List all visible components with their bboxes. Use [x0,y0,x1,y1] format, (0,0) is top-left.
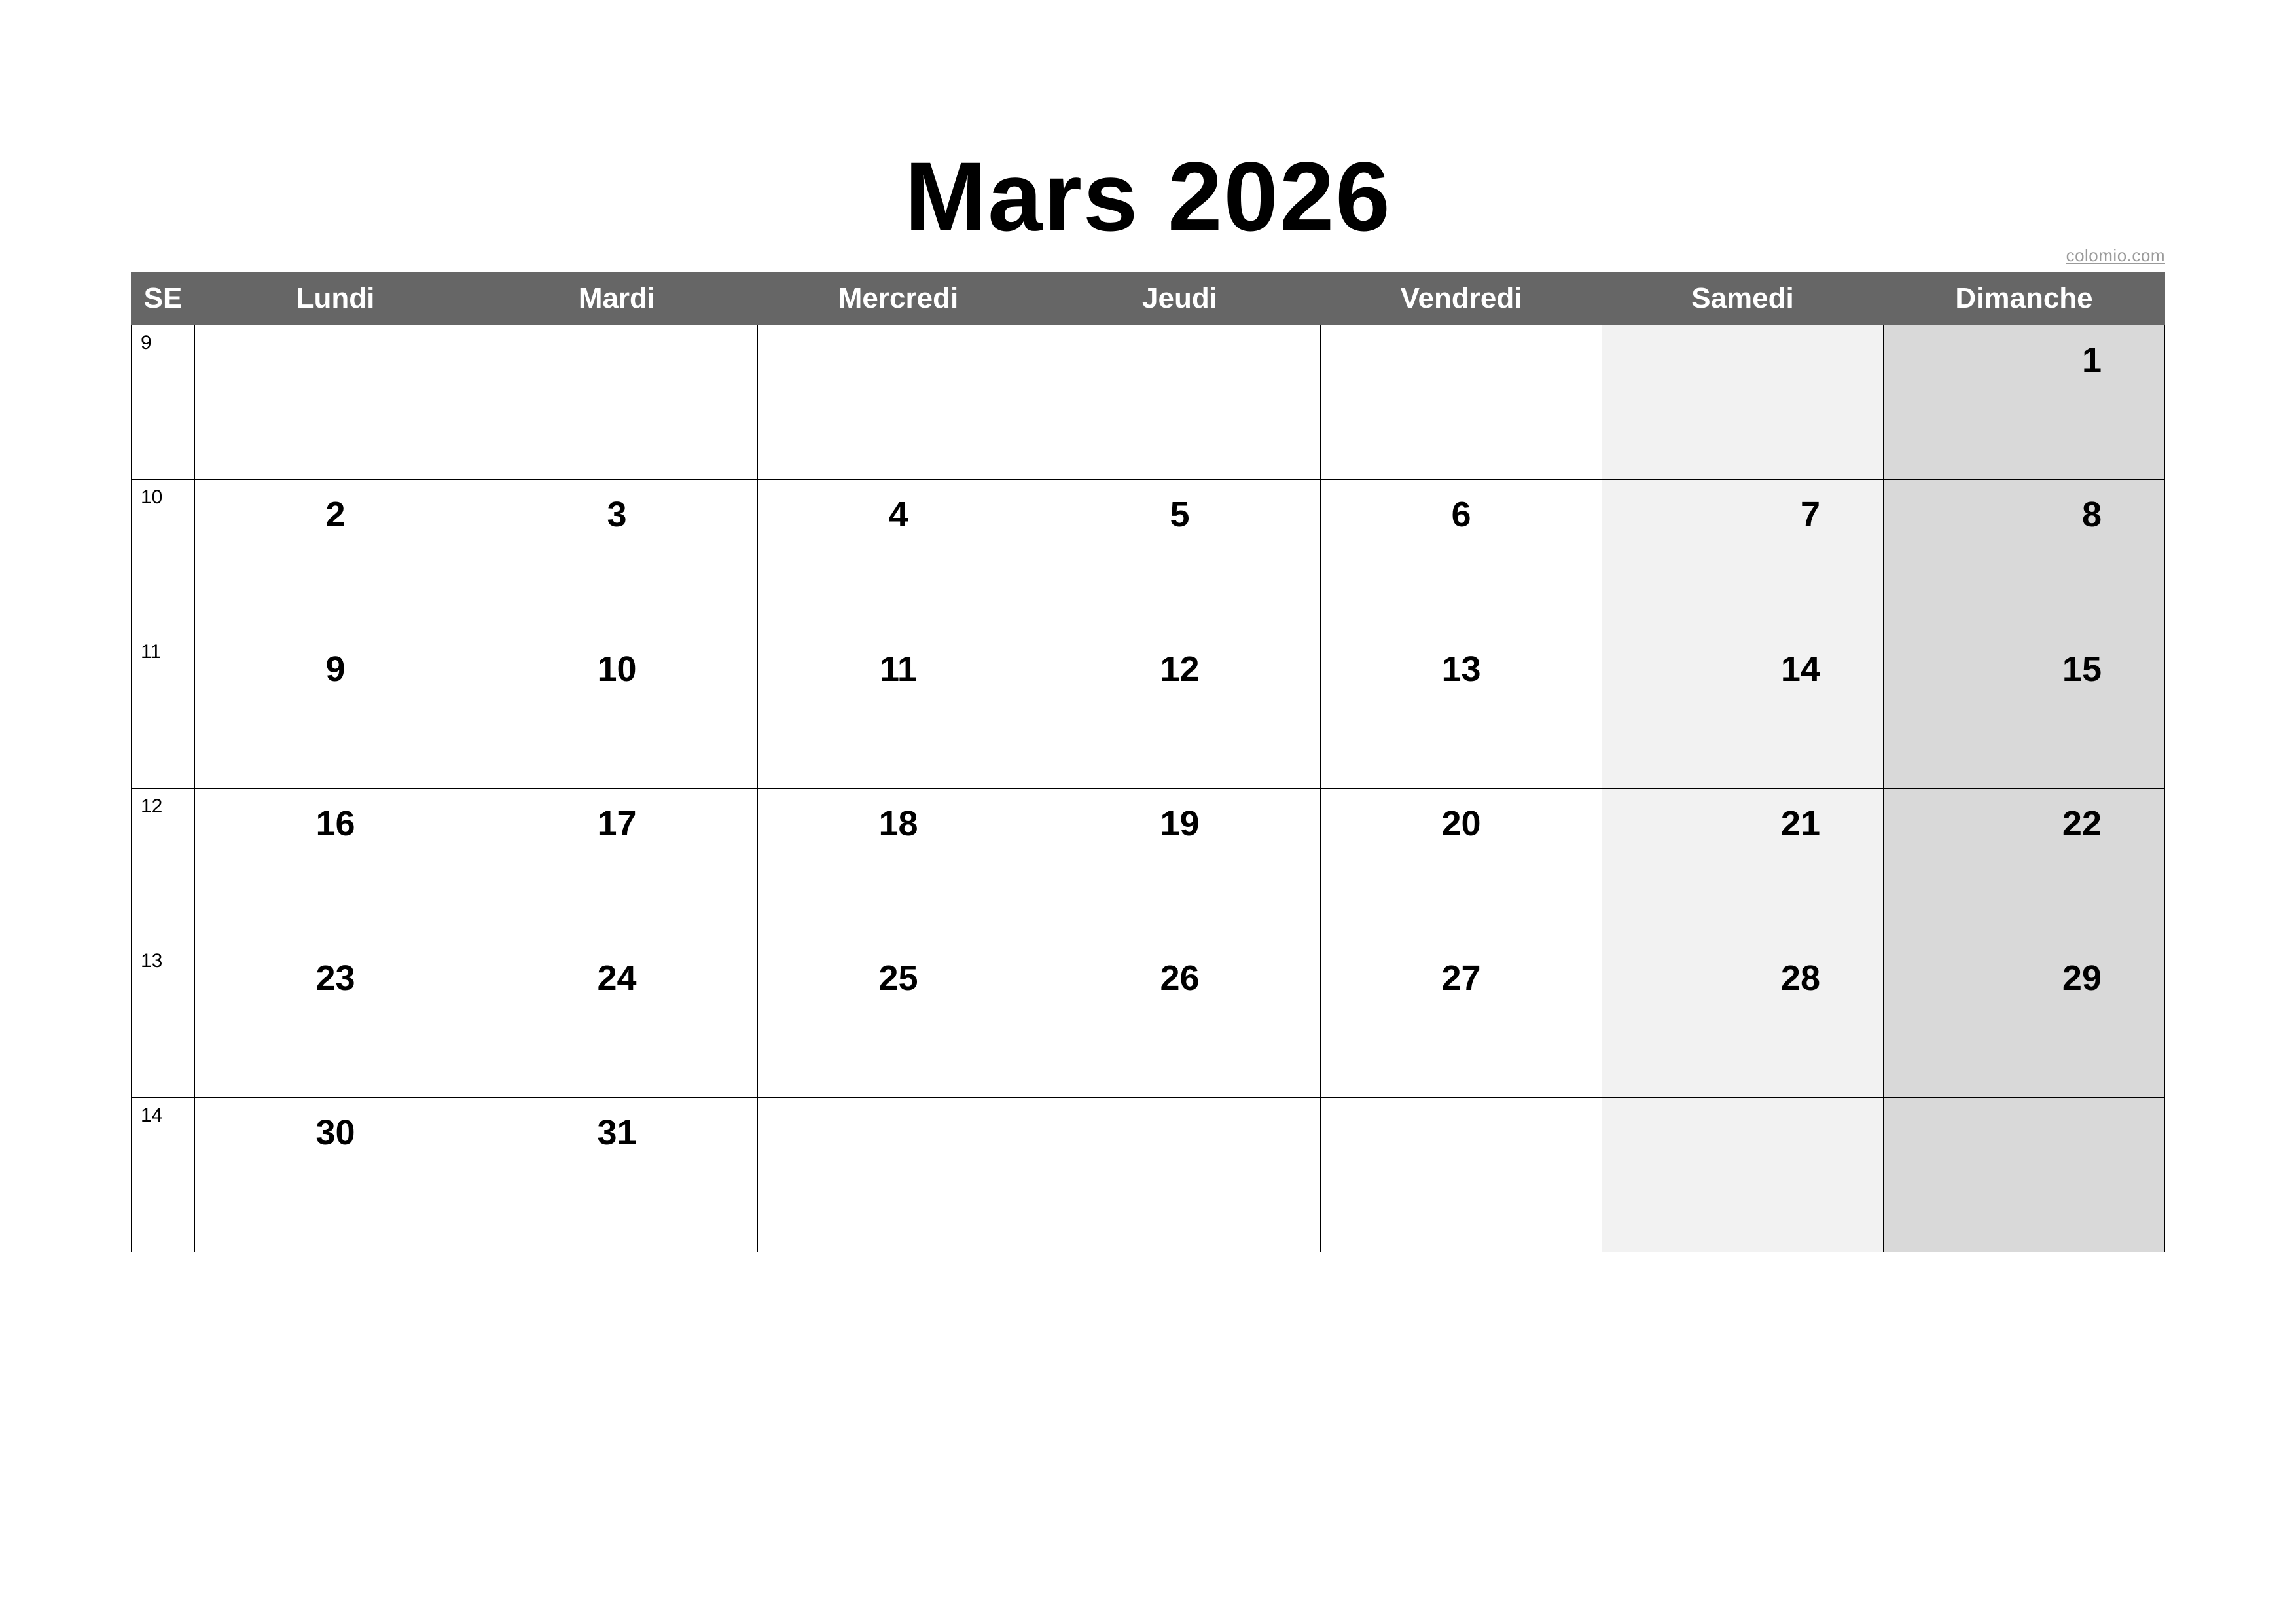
header-row [132,272,2165,325]
week-number: 13 [132,943,195,1098]
day-cell[interactable]: 21 [1602,789,1884,943]
day-cell[interactable] [1039,325,1321,480]
header-day-mardi: Mardi [476,272,758,325]
header-week-number: SE [132,272,195,325]
day-cell[interactable]: 13 [1321,634,1602,789]
header-day-lundi: Lundi [195,272,476,325]
day-cell[interactable]: 26 [1039,943,1321,1098]
day-cell[interactable]: 16 [195,789,476,943]
day-cell[interactable]: 12 [1039,634,1321,789]
day-cell[interactable]: 10 [476,634,758,789]
week-number: 10 [132,480,195,634]
week-row [132,1098,2165,1252]
page-title: Mars 2026 [905,141,1391,251]
day-cell[interactable] [1602,325,1884,480]
day-cell[interactable] [1321,325,1602,480]
day-cell[interactable]: 28 [1602,943,1884,1098]
day-cell[interactable]: 23 [195,943,476,1098]
calendar-body [132,325,2165,1252]
day-cell[interactable] [1039,1098,1321,1252]
week-row [132,480,2165,634]
day-cell[interactable] [476,325,758,480]
day-cell[interactable] [1602,1098,1884,1252]
day-cell[interactable]: 25 [758,943,1039,1098]
calendar-container [131,272,2165,1252]
calendar-header [132,272,2165,325]
day-cell[interactable]: 24 [476,943,758,1098]
day-cell[interactable]: 5 [1039,480,1321,634]
week-number: 14 [132,1098,195,1252]
week-row [132,789,2165,943]
day-cell[interactable] [1884,1098,2165,1252]
day-cell[interactable]: 3 [476,480,758,634]
day-cell[interactable]: 31 [476,1098,758,1252]
week-number: 11 [132,634,195,789]
day-cell[interactable]: 22 [1884,789,2165,943]
day-cell[interactable]: 15 [1884,634,2165,789]
week-row [132,634,2165,789]
day-cell[interactable]: 1 [1884,325,2165,480]
day-cell[interactable] [758,325,1039,480]
week-number: 9 [132,325,195,480]
day-cell[interactable] [1321,1098,1602,1252]
day-cell[interactable] [758,1098,1039,1252]
day-cell[interactable]: 17 [476,789,758,943]
week-row [132,943,2165,1098]
header-day-samedi: Samedi [1602,272,1884,325]
day-cell[interactable]: 7 [1602,480,1884,634]
day-cell[interactable]: 27 [1321,943,1602,1098]
day-cell[interactable]: 19 [1039,789,1321,943]
day-cell[interactable] [195,325,476,480]
site-watermark: colomio.com [2066,246,2165,265]
header-day-jeudi: Jeudi [1039,272,1321,325]
day-cell[interactable]: 6 [1321,480,1602,634]
day-cell[interactable]: 14 [1602,634,1884,789]
day-cell[interactable]: 11 [758,634,1039,789]
day-cell[interactable]: 4 [758,480,1039,634]
calendar-table [131,272,2165,1252]
header-day-vendredi: Vendredi [1321,272,1602,325]
day-cell[interactable]: 20 [1321,789,1602,943]
week-row [132,325,2165,480]
day-cell[interactable]: 9 [195,634,476,789]
day-cell[interactable]: 29 [1884,943,2165,1098]
day-cell[interactable]: 18 [758,789,1039,943]
header-day-dimanche: Dimanche [1884,272,2165,325]
day-cell[interactable]: 2 [195,480,476,634]
day-cell[interactable]: 30 [195,1098,476,1252]
day-cell[interactable]: 8 [1884,480,2165,634]
week-number: 12 [132,789,195,943]
header-day-mercredi: Mercredi [758,272,1039,325]
